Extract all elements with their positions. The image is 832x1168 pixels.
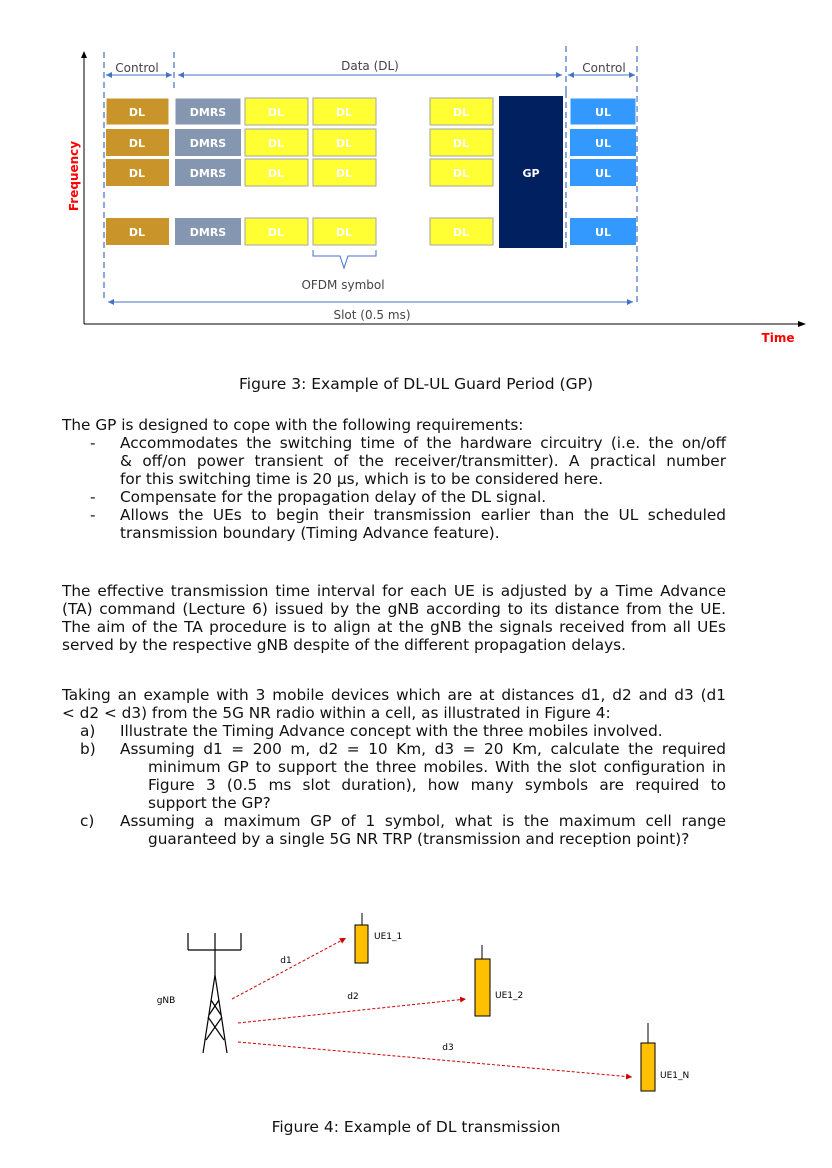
ta-paragraph <box>62 582 726 654</box>
paragraph-line: < d2 < d3) from the 5G NR radio within a cell, as illustrated in Figure 4: <box>62 704 611 722</box>
question-b <box>62 740 726 812</box>
example-paragraph <box>62 686 726 722</box>
gnb-tower-icon <box>188 933 241 1053</box>
list-marker: - <box>90 506 96 524</box>
list-line: Allows the UEs to begin their transmission earlier than the UL scheduled <box>120 506 726 524</box>
frequency-axis-arrow-icon <box>81 51 87 58</box>
dl-control-cell-label: DL <box>128 106 146 119</box>
dl-data-cell-label: DL <box>452 137 470 150</box>
figure-4-diagram <box>0 895 832 1115</box>
list-marker: a) <box>80 722 96 740</box>
phone-icon <box>641 1023 655 1091</box>
dl-data-cell-label: DL <box>267 226 285 239</box>
list-item <box>62 488 726 506</box>
ue2-label: UE1_2 <box>495 991 524 1001</box>
dl-control-cell-label: DL <box>128 167 146 180</box>
dl-data-cell-label: DL <box>335 137 353 150</box>
dmrs-cell-label: DMRS <box>189 106 227 119</box>
ofdm-symbol-brace <box>313 250 376 268</box>
ul-cell-label: UL <box>595 226 611 239</box>
dl-data-cell-label: DL <box>452 167 470 180</box>
ul-cell-label: UL <box>595 137 611 150</box>
ofdm-symbol-label: OFDM symbol <box>301 278 385 292</box>
figure-3-caption: Figure 3: Example of DL-UL Guard Period (GP) <box>238 375 593 393</box>
questions-list <box>62 722 726 848</box>
paragraph-line: served by the respective gNB despite of the different propagation delays. <box>62 636 626 654</box>
list-item <box>62 506 726 542</box>
list-marker: - <box>90 434 96 452</box>
list-line: minimum GP to support the three mobiles. With the slot configuration in <box>148 758 726 776</box>
list-marker: c) <box>80 812 95 830</box>
ue3-label: UE1_N <box>660 1071 690 1081</box>
gp-requirements-intro: The GP is designed to cope with the following requirements: <box>62 416 524 434</box>
dl-data-cell-label: DL <box>267 106 285 119</box>
dmrs-cell-label: DMRS <box>189 137 227 150</box>
dmrs-cell-label: DMRS <box>189 226 227 239</box>
dmrs-cell-label: DMRS <box>189 167 227 180</box>
dl-data-cell-label: DL <box>452 226 470 239</box>
paragraph-line: (TA) command (Lecture 6) issued by the gNB according to its distance from the UE. <box>62 600 726 618</box>
gp-requirements-list <box>62 434 726 542</box>
d1-arrow <box>232 938 346 999</box>
gp-label: GP <box>522 167 540 180</box>
question-a <box>62 722 726 740</box>
figure-4-caption: Figure 4: Example of DL transmission <box>271 1118 561 1136</box>
d1-label: d1 <box>280 956 292 966</box>
d3-arrow <box>238 1042 632 1077</box>
list-line: for this switching time is 20 μs, which is to be considered here. <box>120 470 604 488</box>
d2-label: d2 <box>347 992 359 1002</box>
dl-data-cell-label: DL <box>267 137 285 150</box>
frequency-label: Frequency <box>67 140 81 212</box>
list-line: support the GP? <box>148 794 271 812</box>
gnb-label: gNB <box>156 996 176 1006</box>
dl-data-cell-label: DL <box>267 167 285 180</box>
dl-control-cell-label: DL <box>128 226 146 239</box>
d2-arrow <box>238 999 466 1023</box>
ue1-label: UE1_1 <box>374 932 403 942</box>
dl-data-cell-label: DL <box>335 226 353 239</box>
dl-data-cell-label: DL <box>452 106 470 119</box>
list-line: Accommodates the switching time of the hardware circuitry (i.e. the on/off <box>120 434 726 452</box>
ul-cell-label: UL <box>595 106 611 119</box>
ul-cell-label: UL <box>595 167 611 180</box>
paragraph-line: The aim of the TA procedure is to align at the gNB the signals received from all UEs <box>62 618 726 636</box>
time-axis-arrow-icon <box>798 321 806 327</box>
list-marker: - <box>90 488 96 506</box>
d3-label: d3 <box>442 1043 454 1053</box>
dl-control-cell-label: DL <box>128 137 146 150</box>
list-line: Assuming d1 = 200 m, d2 = 10 Km, d3 = 20 Km, calculate the required <box>120 740 726 758</box>
paragraph-line: Taking an example with 3 mobile devices which are at distances d1, d2 and d3 (d1 <box>62 686 726 704</box>
data-dl-label: Data (DL) <box>341 59 399 73</box>
phone-icon <box>475 945 490 1016</box>
list-line: & off/on power transient of the receiver/transmitter). A practical number <box>120 452 726 470</box>
list-line: Compensate for the propagation delay of the DL signal. <box>120 488 547 506</box>
list-marker: b) <box>80 740 96 758</box>
dl-data-cell-label: DL <box>335 106 353 119</box>
list-item <box>62 434 726 488</box>
list-line: Illustrate the Timing Advance concept with the three mobiles involved. <box>120 722 663 740</box>
slot-label: Slot (0.5 ms) <box>333 308 411 322</box>
list-line: Figure 3 (0.5 ms slot duration), how many symbols are required to <box>148 776 726 794</box>
time-label: Time <box>761 331 795 345</box>
figure-3-diagram <box>0 0 832 350</box>
phone-icon <box>355 913 368 963</box>
control-right-label: Control <box>582 61 626 75</box>
list-line: guaranteed by a single 5G NR TRP (transmission and reception point)? <box>148 830 690 848</box>
list-line: Assuming a maximum GP of 1 symbol, what is the maximum cell range <box>120 812 726 830</box>
question-c <box>62 812 726 848</box>
paragraph-line: The effective transmission time interval for each UE is adjusted by a Time Advance <box>62 582 726 600</box>
list-line: transmission boundary (Timing Advance feature). <box>120 524 500 542</box>
control-left-label: Control <box>115 61 159 75</box>
dl-data-cell-label: DL <box>335 167 353 180</box>
